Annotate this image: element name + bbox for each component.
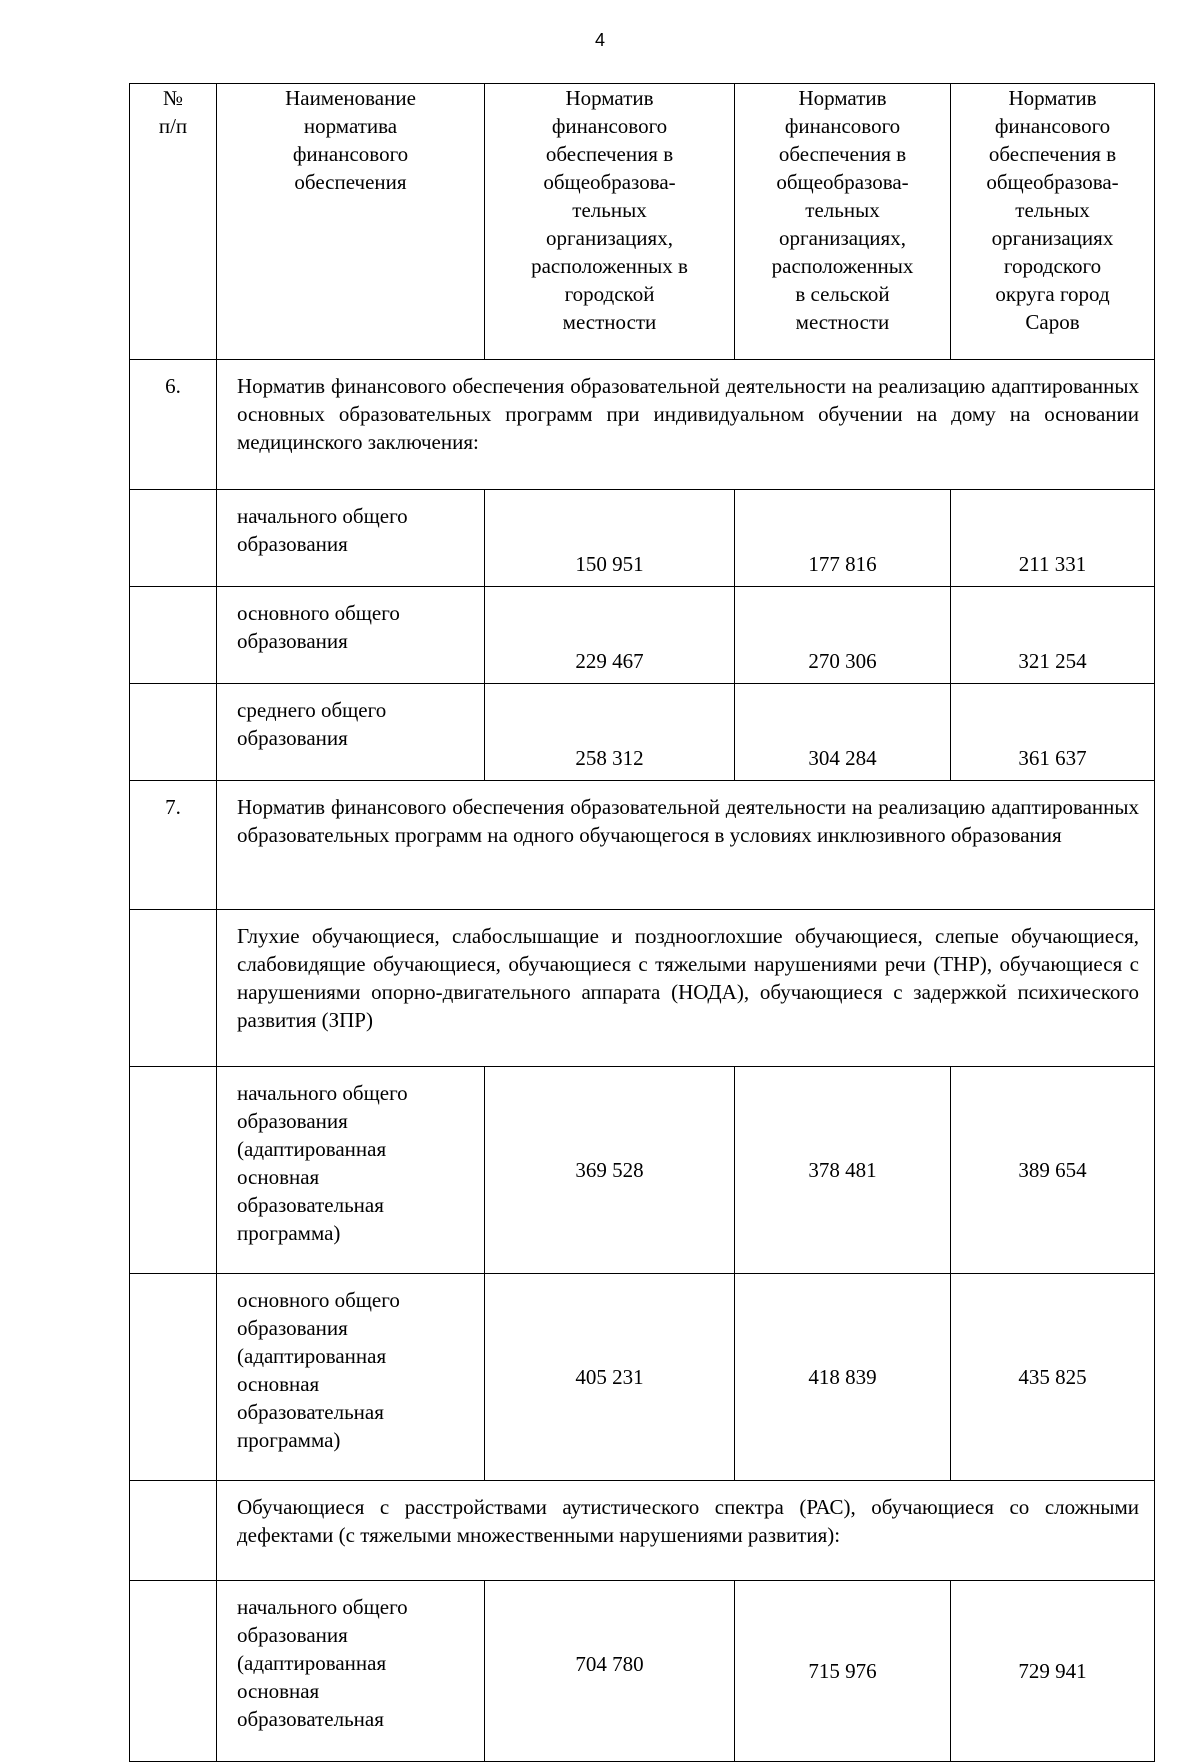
table-header-row <box>130 84 1155 360</box>
value-rural: 715 976 <box>735 1581 951 1762</box>
value-rural: 378 481 <box>735 1067 951 1274</box>
group-title-row <box>130 1481 1155 1581</box>
value-rural: 177 816 <box>735 490 951 587</box>
value-rural: 418 839 <box>735 1274 951 1481</box>
value-sarov: 389 654 <box>951 1067 1155 1274</box>
table-row <box>130 1067 1155 1274</box>
row-name: начального общего образования <box>217 490 485 587</box>
header-sarov: Норматив финансового обеспечения в общеобразова- тельных организациях городского округа город Саров <box>951 84 1155 360</box>
group-title: Обучающиеся с расстройствами аутистического спектра (РАС), обучающиеся со сложными дефектами (с тяжелыми множественными нарушениями развития): <box>217 1481 1155 1581</box>
empty-cell <box>130 587 217 684</box>
section-row <box>130 781 1155 910</box>
section-number: 6. <box>130 360 217 490</box>
group-title-row <box>130 910 1155 1067</box>
normatives-table <box>129 83 1155 1762</box>
row-name: начального общего образования (адаптированная основная образовательная <box>217 1581 485 1762</box>
header-number: № п/п <box>130 84 217 360</box>
section-title: Норматив финансового обеспечения образовательной деятельности на реализацию адаптированных образовательных программ на одного обучающегося в условиях инклюзивного образования <box>217 781 1155 910</box>
empty-cell <box>130 1274 217 1481</box>
value-sarov: 435 825 <box>951 1274 1155 1481</box>
value-urban: 150 951 <box>485 490 735 587</box>
value-rural: 304 284 <box>735 684 951 781</box>
page-number: 4 <box>594 30 605 50</box>
table-row <box>130 1581 1155 1762</box>
value-urban: 258 312 <box>485 684 735 781</box>
section-title: Норматив финансового обеспечения образовательной деятельности на реализацию адаптированных основных образовательных программ при индивидуальном обучении на дому на основании медицинского заключения: <box>217 360 1155 490</box>
value-urban: 405 231 <box>485 1274 735 1481</box>
value-rural: 270 306 <box>735 587 951 684</box>
value-sarov: 321 254 <box>951 587 1155 684</box>
table-row <box>130 684 1155 781</box>
value-urban: 229 467 <box>485 587 735 684</box>
value-sarov: 729 941 <box>951 1581 1155 1762</box>
row-name: среднего общего образования <box>217 684 485 781</box>
empty-cell <box>130 1581 217 1762</box>
value-urban: 704 780 <box>485 1581 735 1762</box>
table-row <box>130 490 1155 587</box>
group-title: Глухие обучающиеся, слабослышащие и позднооглохшие обучающиеся, слепые обучающиеся, слабовидящие обучающиеся, обучающиеся с тяжелыми нарушениями речи (ТНР), обучающиеся с нарушениями опорно-двигательного аппарата (НОДА), обучающиеся с задержкой психического развития (ЗПР) <box>217 910 1155 1067</box>
section-row <box>130 360 1155 490</box>
value-sarov: 211 331 <box>951 490 1155 587</box>
row-name: начального общего образования (адаптированная основная образовательная программа) <box>217 1067 485 1274</box>
row-name: основного общего образования (адаптированная основная образовательная программа) <box>217 1274 485 1481</box>
empty-cell <box>130 490 217 587</box>
empty-cell <box>130 910 217 1067</box>
empty-cell <box>130 1067 217 1274</box>
section-number: 7. <box>130 781 217 910</box>
header-rural: Норматив финансового обеспечения в общеобразова- тельных организациях, расположенных в сельской местности <box>735 84 951 360</box>
header-urban: Норматив финансового обеспечения в общеобразова- тельных организациях, расположенных в городской местности <box>485 84 735 360</box>
table-row <box>130 587 1155 684</box>
value-urban: 369 528 <box>485 1067 735 1274</box>
table-row <box>130 1274 1155 1481</box>
value-sarov: 361 637 <box>951 684 1155 781</box>
row-name: основного общего образования <box>217 587 485 684</box>
header-name: Наименование норматива финансового обеспечения <box>217 84 485 360</box>
empty-cell <box>130 1481 217 1581</box>
empty-cell <box>130 684 217 781</box>
